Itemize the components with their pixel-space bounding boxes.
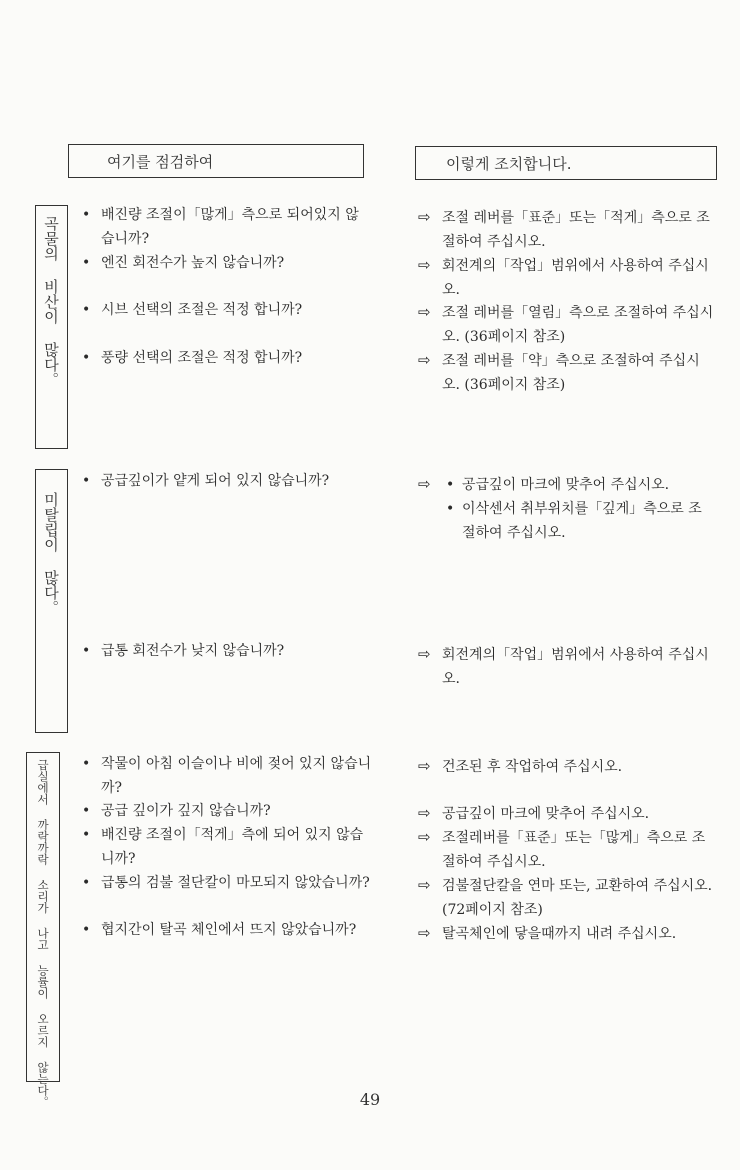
cause-item: • 급통 회전수가 낮지 않습니까? bbox=[82, 643, 285, 659]
arrow-right-icon: ⇨ bbox=[418, 757, 431, 775]
arrow-right-icon: ⇨ bbox=[418, 256, 431, 274]
page-number: 49 bbox=[359, 1090, 381, 1109]
cause-item: • 공급 깊이가 깊지 않습니까? bbox=[82, 803, 271, 819]
cause-item: • 시브 선택의 조절은 적정 합니까? bbox=[82, 302, 303, 318]
arrow-right-icon: ⇨ bbox=[418, 924, 431, 942]
symptom-label-noise-efficiency: 급실에서 까락까락 소리가 나고 능률이 오르지 않는다。 bbox=[26, 752, 60, 1082]
remedy-item: ⇨ 조절 레버를「표준」또는「적게」측으로 조절하여 주십시오. bbox=[418, 206, 714, 254]
arrow-right-icon: ⇨ bbox=[418, 208, 431, 226]
remedy-item: ⇨ 회전계의「작업」범위에서 사용하여 주십시오. bbox=[418, 643, 714, 691]
arrow-right-icon: ⇨ bbox=[418, 303, 431, 321]
cause-item: • 협지간이 탈곡 체인에서 뜨지 않았습니까? bbox=[82, 922, 357, 938]
remedy-item: ⇨ 공급깊이 마크에 맞추어 주십시오. bbox=[418, 802, 714, 826]
remedy-item: ⇨ 조절 레버를「약」측으로 조절하여 주십시오. (36페이지 참조) bbox=[418, 349, 714, 397]
remedy-subitem: • 이삭센서 취부위치를「깊게」측으로 조절하여 주십시오. bbox=[446, 501, 702, 541]
arrow-right-icon: ⇨ bbox=[418, 828, 431, 846]
remedy-item: ⇨ 검불절단칼을 연마 또는, 교환하여 주십시오. (72페이지 참조) bbox=[418, 874, 714, 922]
arrow-right-icon: ⇨ bbox=[418, 475, 431, 493]
remedy-item: ⇨ 건조된 후 작업하여 주십시오. bbox=[418, 755, 714, 779]
cause-item: • 공급깊이가 얕게 되어 있지 않습니까? bbox=[82, 473, 330, 489]
remedy-item: ⇨ 탈곡체인에 닿을때까지 내려 주십시오. bbox=[418, 922, 714, 946]
action-column-header: 이렇게 조치합니다. bbox=[415, 146, 717, 180]
cause-item: • 급통의 검불 절단칼이 마모되지 않았습니까? bbox=[82, 875, 370, 891]
arrow-right-icon: ⇨ bbox=[418, 351, 431, 369]
symptom-label-grain-scatter: 곡물의 비산이 많다。 bbox=[35, 205, 68, 449]
cause-item: • 엔진 회전수가 높지 않습니까? bbox=[82, 255, 285, 271]
cause-item: • 풍량 선택의 조절은 적정 합니까? bbox=[82, 350, 303, 366]
symptom-label-unthreshed: 미탈립이 많다。 bbox=[35, 469, 68, 733]
arrow-right-icon: ⇨ bbox=[418, 804, 431, 822]
cause-item: • 배진량 조절이「적게」측에 되어 있지 않습니까? bbox=[82, 827, 364, 867]
remedy-item bbox=[418, 473, 714, 545]
remedy-item: ⇨ 조절 레버를「열림」측으로 조절하여 주십시오. (36페이지 참조) bbox=[418, 301, 714, 349]
check-column-header: 여기를 점검하여 bbox=[68, 144, 364, 178]
remedy-subitem: • 공급깊이 마크에 맞추어 주십시오. bbox=[446, 477, 670, 493]
arrow-right-icon: ⇨ bbox=[418, 876, 431, 894]
cause-item: • 배진량 조절이「많게」측으로 되어있지 않습니까? bbox=[82, 207, 359, 247]
cause-item: • 작물이 아침 이슬이나 비에 젖어 있지 않습니까? bbox=[82, 756, 372, 796]
remedy-item: ⇨ 조절레버를「표준」또는「많게」측으로 조절하여 주십시오. bbox=[418, 826, 714, 874]
arrow-right-icon: ⇨ bbox=[418, 645, 431, 663]
remedy-item: ⇨ 회전계의「작업」범위에서 사용하여 주십시오. bbox=[418, 254, 714, 302]
